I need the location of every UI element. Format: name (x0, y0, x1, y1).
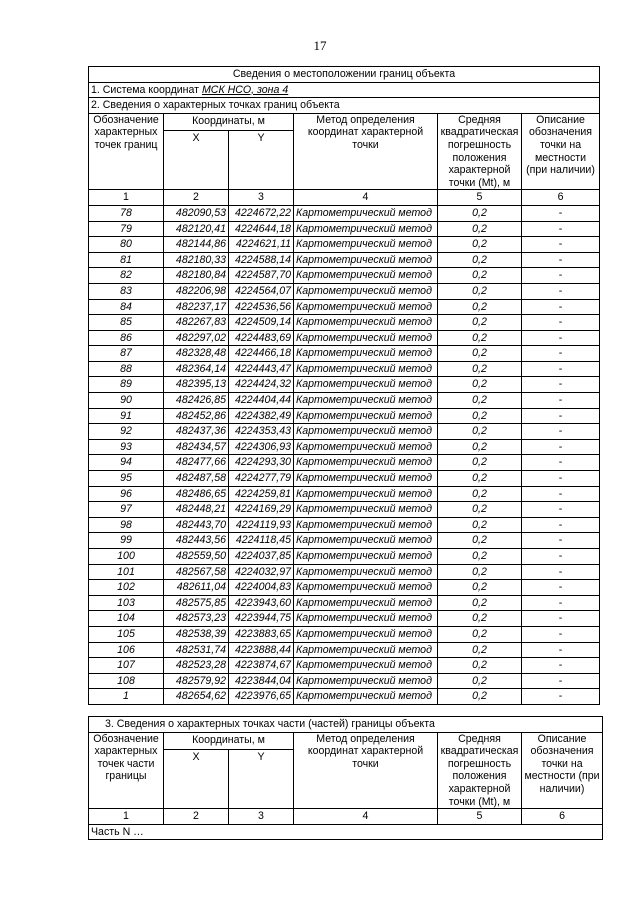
point-number: 82 (89, 268, 164, 284)
point-number: 108 (89, 673, 164, 689)
point-number: 100 (89, 549, 164, 565)
column-number: 4 (294, 809, 438, 825)
description: - (522, 549, 600, 565)
description: - (522, 486, 600, 502)
error: 0,2 (438, 361, 522, 377)
coord-y: 4224644,18 (229, 221, 294, 237)
method: Картометрический метод (294, 408, 438, 424)
coord-y: 4224306,93 (229, 439, 294, 455)
header-x: X (164, 131, 229, 190)
description: - (522, 564, 600, 580)
coord-y: 4223976,65 (229, 689, 294, 705)
boundary-points-table (88, 66, 600, 705)
error: 0,2 (438, 283, 522, 299)
description: - (522, 424, 600, 440)
error: 0,2 (438, 580, 522, 596)
header-y: Y (229, 131, 294, 190)
point-number: 91 (89, 408, 164, 424)
method: Картометрический метод (294, 252, 438, 268)
table-row (89, 517, 600, 533)
part-boundary-points-table (88, 716, 603, 840)
point-number: 92 (89, 424, 164, 440)
section-heading-row (89, 98, 600, 114)
coord-y: 4224277,79 (229, 471, 294, 487)
error: 0,2 (438, 268, 522, 284)
point-number: 106 (89, 642, 164, 658)
coord-y: 4223844,04 (229, 673, 294, 689)
description: - (522, 205, 600, 221)
column-number: 1 (89, 809, 164, 825)
point-number: 89 (89, 377, 164, 393)
header-row (89, 732, 603, 750)
description: - (522, 626, 600, 642)
coord-y: 4223883,65 (229, 626, 294, 642)
description: - (522, 393, 600, 409)
point-number: 83 (89, 283, 164, 299)
coord-x: 482434,57 (164, 439, 229, 455)
coord-y: 4224672,22 (229, 205, 294, 221)
method: Картометрический метод (294, 299, 438, 315)
method: Картометрический метод (294, 564, 438, 580)
section-heading-row (89, 717, 603, 733)
coord-x: 482579,92 (164, 673, 229, 689)
method: Картометрический метод (294, 626, 438, 642)
column-number: 3 (229, 809, 294, 825)
column-number: 4 (294, 190, 438, 206)
point-number: 90 (89, 393, 164, 409)
description: - (522, 455, 600, 471)
point-number: 104 (89, 611, 164, 627)
header-coordinates: Координаты, м (164, 113, 294, 131)
error: 0,2 (438, 221, 522, 237)
point-number: 101 (89, 564, 164, 580)
coord-x: 482531,74 (164, 642, 229, 658)
method: Картометрический метод (294, 393, 438, 409)
description: - (522, 346, 600, 362)
table-title-row (89, 67, 600, 83)
description: - (522, 315, 600, 331)
method: Картометрический метод (294, 658, 438, 674)
method: Картометрический метод (294, 455, 438, 471)
coord-x: 482237,17 (164, 299, 229, 315)
header-coordinates: Координаты, м (164, 732, 294, 750)
error: 0,2 (438, 471, 522, 487)
description: - (522, 299, 600, 315)
coord-y: 4224588,14 (229, 252, 294, 268)
column-number: 5 (438, 190, 522, 206)
error: 0,2 (438, 642, 522, 658)
coord-x: 482395,13 (164, 377, 229, 393)
coord-x: 482443,56 (164, 533, 229, 549)
coord-y: 4223888,44 (229, 642, 294, 658)
coord-x: 482328,48 (164, 346, 229, 362)
coord-x: 482426,85 (164, 393, 229, 409)
table-row (89, 673, 600, 689)
point-number: 99 (89, 533, 164, 549)
table-row (89, 486, 600, 502)
table-row (89, 315, 600, 331)
point-number: 87 (89, 346, 164, 362)
error: 0,2 (438, 549, 522, 565)
coordinate-system-value: МСК НСО, зона 4 (201, 83, 289, 96)
error: 0,2 (438, 689, 522, 705)
method: Картометрический метод (294, 486, 438, 502)
coord-x: 482437,36 (164, 424, 229, 440)
header-description: Описание обозначения точки на местности (при наличии) (522, 732, 603, 809)
header-designation: Обозначение характерных точек части границы (89, 732, 164, 809)
point-number: 93 (89, 439, 164, 455)
coord-y: 4224466,18 (229, 346, 294, 362)
point-number: 102 (89, 580, 164, 596)
method: Картометрический метод (294, 502, 438, 518)
error: 0,2 (438, 564, 522, 580)
column-number: 2 (164, 809, 229, 825)
description: - (522, 611, 600, 627)
page-number: 17 (313, 38, 327, 53)
method: Картометрический метод (294, 533, 438, 549)
section-heading: 2. Сведения о характерных точках границ объекта (89, 98, 600, 114)
table-row (89, 580, 600, 596)
coord-y: 4224404,44 (229, 393, 294, 409)
coord-y: 4224118,45 (229, 533, 294, 549)
table-title: Сведения о местоположении границ объекта (89, 67, 600, 83)
column-number: 3 (229, 190, 294, 206)
method: Картометрический метод (294, 689, 438, 705)
error: 0,2 (438, 439, 522, 455)
point-number: 86 (89, 330, 164, 346)
header-method: Метод определения координат характерной точки (294, 732, 438, 809)
coord-y: 4224119,93 (229, 517, 294, 533)
method: Картометрический метод (294, 642, 438, 658)
table-row (89, 205, 600, 221)
error: 0,2 (438, 424, 522, 440)
description: - (522, 689, 600, 705)
error: 0,2 (438, 393, 522, 409)
coord-x: 482090,53 (164, 205, 229, 221)
table-row (89, 502, 600, 518)
description: - (522, 673, 600, 689)
error: 0,2 (438, 595, 522, 611)
error: 0,2 (438, 455, 522, 471)
method: Картометрический метод (294, 611, 438, 627)
table-row (89, 346, 600, 362)
method: Картометрический метод (294, 330, 438, 346)
coord-x: 482567,58 (164, 564, 229, 580)
method: Картометрический метод (294, 221, 438, 237)
method: Картометрический метод (294, 346, 438, 362)
table-row (89, 642, 600, 658)
description: - (522, 252, 600, 268)
description: - (522, 658, 600, 674)
table-row (89, 564, 600, 580)
coord-x: 482297,02 (164, 330, 229, 346)
column-number: 2 (164, 190, 229, 206)
method: Картометрический метод (294, 205, 438, 221)
table-row (89, 549, 600, 565)
header-x: X (164, 750, 229, 809)
description: - (522, 283, 600, 299)
description: - (522, 408, 600, 424)
description: - (522, 221, 600, 237)
coord-y: 4224564,07 (229, 283, 294, 299)
error: 0,2 (438, 658, 522, 674)
table-row (89, 408, 600, 424)
header-method: Метод определения координат характерной точки (294, 113, 438, 190)
coord-x: 482120,41 (164, 221, 229, 237)
coord-x: 482452,86 (164, 408, 229, 424)
method: Картометрический метод (294, 283, 438, 299)
coord-y: 4224382,49 (229, 408, 294, 424)
method: Картометрический метод (294, 673, 438, 689)
table-row (89, 283, 600, 299)
point-number: 78 (89, 205, 164, 221)
coordinate-system-row (89, 82, 600, 98)
table-row (89, 533, 600, 549)
point-number: 81 (89, 252, 164, 268)
coord-y: 4224004,83 (229, 580, 294, 596)
method: Картометрический метод (294, 424, 438, 440)
column-number: 1 (89, 190, 164, 206)
coord-x: 482144,86 (164, 237, 229, 253)
coord-x: 482538,39 (164, 626, 229, 642)
error: 0,2 (438, 299, 522, 315)
point-number: 96 (89, 486, 164, 502)
description: - (522, 517, 600, 533)
error: 0,2 (438, 205, 522, 221)
point-number: 98 (89, 517, 164, 533)
table-row (89, 377, 600, 393)
part-label: Часть N … (89, 824, 603, 840)
table-row (89, 221, 600, 237)
coord-y: 4224169,29 (229, 502, 294, 518)
point-number: 103 (89, 595, 164, 611)
coord-x: 482443,70 (164, 517, 229, 533)
coord-y: 4224509,14 (229, 315, 294, 331)
method: Картометрический метод (294, 595, 438, 611)
table-row (89, 268, 600, 284)
coord-x: 482654,62 (164, 689, 229, 705)
method: Картометрический метод (294, 361, 438, 377)
description: - (522, 361, 600, 377)
table-row (89, 455, 600, 471)
error: 0,2 (438, 408, 522, 424)
table-row (89, 299, 600, 315)
coord-x: 482477,66 (164, 455, 229, 471)
description: - (522, 533, 600, 549)
coordinate-system-label: 1. Система координат (91, 83, 202, 96)
coord-y: 4224032,97 (229, 564, 294, 580)
coord-x: 482448,21 (164, 502, 229, 518)
column-numbers-row (89, 190, 600, 206)
column-number: 6 (522, 190, 600, 206)
coord-x: 482575,85 (164, 595, 229, 611)
coord-x: 482523,28 (164, 658, 229, 674)
coord-y: 4223874,67 (229, 658, 294, 674)
coord-x: 482180,33 (164, 252, 229, 268)
point-number: 80 (89, 237, 164, 253)
coord-y: 4224536,56 (229, 299, 294, 315)
coord-y: 4224259,81 (229, 486, 294, 502)
point-number: 95 (89, 471, 164, 487)
part-row (89, 824, 603, 840)
error: 0,2 (438, 315, 522, 331)
point-number: 105 (89, 626, 164, 642)
method: Картометрический метод (294, 580, 438, 596)
description: - (522, 580, 600, 596)
description: - (522, 237, 600, 253)
description: - (522, 642, 600, 658)
error: 0,2 (438, 517, 522, 533)
header-description: Описание обозначения точки на местности (при наличии) (522, 113, 600, 190)
description: - (522, 268, 600, 284)
point-number: 1 (89, 689, 164, 705)
method: Картометрический метод (294, 517, 438, 533)
table-row (89, 424, 600, 440)
table-row (89, 237, 600, 253)
table-row (89, 393, 600, 409)
error: 0,2 (438, 626, 522, 642)
table-row (89, 471, 600, 487)
error: 0,2 (438, 486, 522, 502)
coord-y: 4224621,11 (229, 237, 294, 253)
error: 0,2 (438, 611, 522, 627)
table-row (89, 689, 600, 705)
coord-y: 4224483,69 (229, 330, 294, 346)
error: 0,2 (438, 533, 522, 549)
method: Картометрический метод (294, 439, 438, 455)
method: Картометрический метод (294, 471, 438, 487)
coord-x: 482364,14 (164, 361, 229, 377)
error: 0,2 (438, 330, 522, 346)
point-number: 97 (89, 502, 164, 518)
coord-x: 482267,83 (164, 315, 229, 331)
coord-x: 482206,98 (164, 283, 229, 299)
point-number: 85 (89, 315, 164, 331)
error: 0,2 (438, 673, 522, 689)
method: Картометрический метод (294, 268, 438, 284)
coord-x: 482611,04 (164, 580, 229, 596)
coord-y: 4224443,47 (229, 361, 294, 377)
method: Картометрический метод (294, 237, 438, 253)
description: - (522, 471, 600, 487)
coord-x: 482573,23 (164, 611, 229, 627)
section-heading: 3. Сведения о характерных точках части (частей) границы объекта (89, 717, 603, 733)
description: - (522, 502, 600, 518)
description: - (522, 595, 600, 611)
method: Картометрический метод (294, 315, 438, 331)
table-row (89, 611, 600, 627)
table-row (89, 595, 600, 611)
header-error: Средняя квадратическая погрешность положения характерной точки (Mt), м (438, 113, 522, 190)
coord-y: 4224424,32 (229, 377, 294, 393)
table-row (89, 330, 600, 346)
description: - (522, 377, 600, 393)
coordinate-system (89, 82, 600, 98)
coord-y: 4224037,85 (229, 549, 294, 565)
point-number: 88 (89, 361, 164, 377)
coord-y: 4223943,60 (229, 595, 294, 611)
coord-y: 4224587,70 (229, 268, 294, 284)
error: 0,2 (438, 346, 522, 362)
point-number: 94 (89, 455, 164, 471)
coord-x: 482487,58 (164, 471, 229, 487)
header-y: Y (229, 750, 294, 809)
description: - (522, 330, 600, 346)
coord-y: 4224293,30 (229, 455, 294, 471)
coord-x: 482180,84 (164, 268, 229, 284)
coord-y: 4224353,43 (229, 424, 294, 440)
table-row (89, 626, 600, 642)
column-number: 5 (438, 809, 522, 825)
method: Картометрический метод (294, 377, 438, 393)
coord-y: 4223944,75 (229, 611, 294, 627)
error: 0,2 (438, 502, 522, 518)
coord-x: 482486,65 (164, 486, 229, 502)
error: 0,2 (438, 377, 522, 393)
header-error: Средняя квадратическая погрешность положения характерной точки (Mt), м (438, 732, 522, 809)
column-numbers-row (89, 809, 603, 825)
error: 0,2 (438, 237, 522, 253)
description: - (522, 439, 600, 455)
point-number: 107 (89, 658, 164, 674)
header-row (89, 113, 600, 131)
point-number: 84 (89, 299, 164, 315)
coord-x: 482559,50 (164, 549, 229, 565)
header-designation: Обозначение характерных точек границ (89, 113, 164, 190)
table-row (89, 658, 600, 674)
column-number: 6 (522, 809, 603, 825)
method: Картометрический метод (294, 549, 438, 565)
table-row (89, 361, 600, 377)
table-row (89, 439, 600, 455)
error: 0,2 (438, 252, 522, 268)
table-row (89, 252, 600, 268)
point-number: 79 (89, 221, 164, 237)
